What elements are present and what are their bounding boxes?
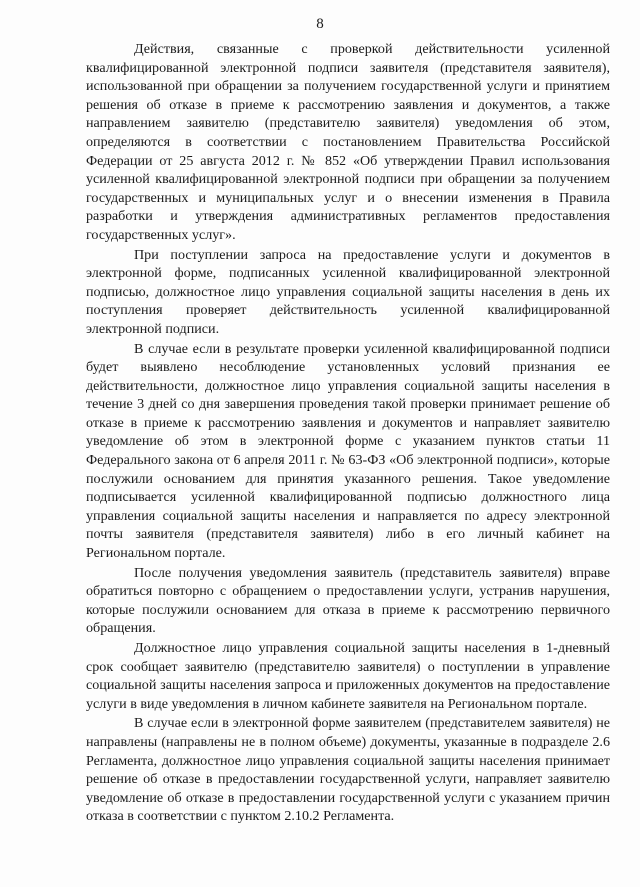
paragraph-signature-verification: Действия, связанные с проверкой действительности усиленной квалифицированной электронной подписи заявителя (представителя заявителя), использованной при обращении за получением государственной услуги и принятием решения об отказе в приеме к рассмотрению заявления и документов, а также направлением заявителю (представителю заявителя) уведомления об этом, определяются в соответствии с постановлением Правительства Российской Федерации от 25 августа 2012 г. № 852 «Об утверждении Правил использования усиленной квалифицированной электронной подписи при обращении за получением государственных и муниципальных услуг и о внесении изменения в Правила разработки и утверждения административных регламентов предоставления государственных услуг».	[86, 41, 610, 243]
paragraph-refusal-incomplete: В случае если в электронной форме заявителем (представителем заявителя) не направлены (направлены не в полном объеме) документы, указанные в подразделе 2.6 Регламента, должностное лицо управления социальной защиты населения принимает решение об отказе в предоставлении государственной услуги, направляет заявителю уведомление об отказе в предоставлении государственной услуги с указанием причин отказа в соответствии с пунктом 2.10.2 Регламента.	[86, 715, 610, 825]
paragraph-invalid-signature: В случае если в результате проверки усиленной квалифицированной подписи будет выявлено несоблюдение установленных условий признания ее действительности, должностное лицо управления социальной защиты населения в течение 3 дней со дня завершения проведения такой проверки принимает решение об отказе в приеме к рассмотрению заявления и документов и направляет заявителю уведомление об этом в электронной форме с указанием пунктов статьи 11 Федерального закона от 6 апреля 2011 г. № 63-ФЗ «Об электронной подписи», которые послужили основанием для принятия указанного решения. Такое уведомление подписывается усиленной квалифицированной подписью должностного лица управления социальной защиты населения и направляется по адресу электронной почты заявителя (представителя заявителя) либо в его личный кабинет на Региональном портале.	[86, 340, 610, 562]
paragraph-electronic-request-check: При поступлении запроса на предоставление услуги и документов в электронной форме, подписанных усиленной квалифицированной электронной подписью, должностное лицо управления социальной защиты населения в день их поступления проверяет действительность усиленной квалифицированной электронной подписи.	[86, 246, 610, 337]
page-number: 8	[316, 16, 324, 32]
paragraph-repeat-request: После получения уведомления заявитель (представитель заявителя) вправе обратиться повторно с обращением о предоставлении услуги, устранив нарушения, которые послужили основанием для отказа в приеме к рассмотрению первичного обращения.	[86, 564, 610, 637]
document-body	[86, 40, 610, 826]
paragraph-receipt-notification: Должностное лицо управления социальной защиты населения в 1-дневный срок сообщает заявителю (представителю заявителя) о поступлении в управление социальной защиты населения запроса и приложенных документов на предоставление услуги в виде уведомления в личном кабинете заявителя на Региональном портале.	[86, 640, 610, 712]
